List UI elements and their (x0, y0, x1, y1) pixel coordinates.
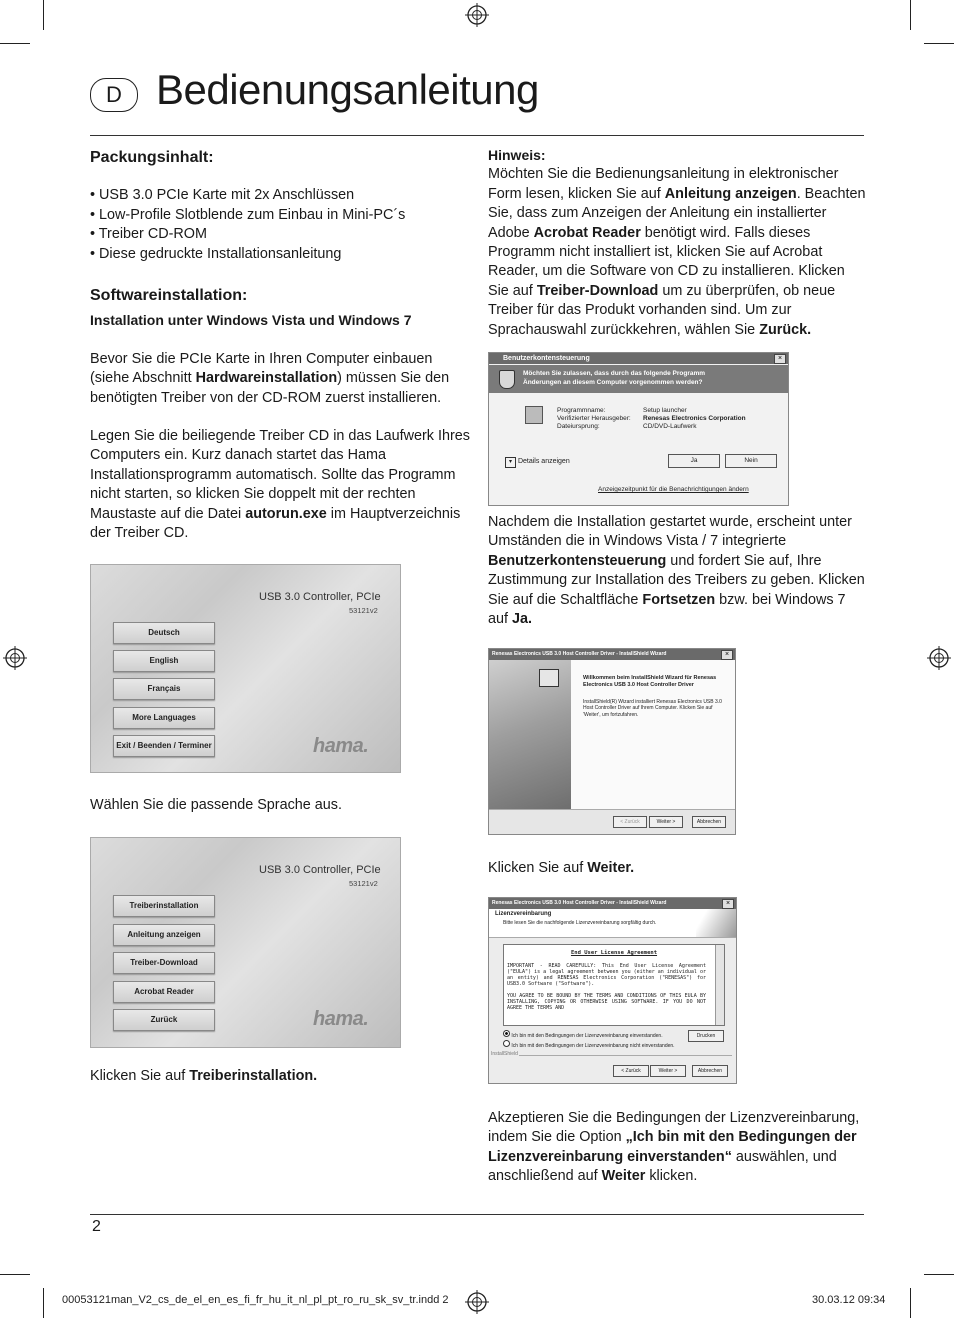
crop-mark (0, 43, 30, 44)
next-button[interactable]: Weiter > (649, 816, 683, 828)
software-heading: Softwareinstallation: (90, 287, 248, 305)
dialog-title: Renesas Electronics USB 3.0 Host Controller Driver - InstallShield Wizard (489, 649, 735, 660)
list-item: • USB 3.0 PCIe Karte mit 2x Anschlüssen (90, 187, 355, 204)
back-button[interactable]: Zurück (113, 1009, 215, 1031)
print-button[interactable]: Drucken (688, 1030, 724, 1042)
page-number: 2 (92, 1218, 101, 1235)
uac-question: Möchten Sie zulassen, dass durch das folgende Programm Änderungen an diesem Computer vorgenommen werden? (523, 370, 706, 386)
hint-heading: Hinweis: (488, 147, 546, 163)
list-item: • Low-Profile Slotblende zum Einbau in Mini-PC´s (90, 206, 406, 223)
language-badge: D (90, 78, 138, 112)
crop-mark (910, 0, 911, 30)
chevron-down-icon: ▾ (505, 457, 516, 468)
paragraph: Legen Sie die beiliegende Treiber CD in das Laufwerk Ihres Computers ein. Kurz danach startet das Hama Installationsprogramm automatisch. Sollte das Programm nicht starten, so klicken Sie doppelt mit der rechten Maustaste auf die Datei autorun.exe im Hauptverzeichnis der Treiber CD. (90, 428, 470, 542)
print-slug-filename: 00053121man_V2_cs_de_el_en_es_fi_fr_hu_it_nl_pl_pt_ro_ru_sk_sv_tr.indd 2 (62, 1294, 449, 1306)
license-subheading: Bitte lesen Sie die nachfolgende Lizenzvereinbarung sorgfältig durch. (503, 920, 657, 926)
list-item: • Diese gedruckte Installationsanleitung (90, 245, 342, 262)
list-item: • Treiber CD-ROM (90, 226, 207, 243)
registration-mark-icon (927, 646, 951, 670)
registration-mark-icon (465, 3, 489, 27)
installshield-welcome-dialog (488, 648, 736, 835)
wizard-body: InstallShield(R) Wizard installiert Renesas Electronics USB 3.0 Host Controller Driver auf Ihrem Computer. Klicken Sie auf 'Weiter', um fortzufahren. (583, 699, 722, 718)
caption: Wählen Sie die passende Sprache aus. (90, 797, 342, 813)
close-icon[interactable]: × (722, 899, 734, 909)
installshield-brand: InstallShield (491, 1051, 518, 1057)
dialog-title: Renesas Electronics USB 3.0 Host Controller Driver - InstallShield Wizard (489, 898, 736, 909)
close-icon[interactable]: × (721, 650, 733, 660)
no-button[interactable]: Nein (725, 454, 777, 468)
installer-menu-screenshot (90, 837, 401, 1048)
software-subheading: Installation unter Windows Vista und Windows 7 (90, 312, 412, 329)
left-column (90, 148, 470, 544)
radio-selected-icon (503, 1030, 510, 1037)
crop-mark (924, 43, 954, 44)
eula-textbox[interactable] (503, 944, 725, 1026)
caption: Klicken Sie auf Weiter. (488, 860, 635, 876)
driver-download-button[interactable]: Treiber-Download (113, 952, 215, 974)
close-icon[interactable]: × (774, 354, 786, 364)
print-slug-date: 30.03.12 09:34 (812, 1294, 886, 1306)
language-button-english[interactable]: English (113, 650, 215, 672)
uac-dialog (488, 352, 789, 506)
installer-language-screenshot (90, 564, 401, 773)
wizard-heading: Willkommen beim InstallShield Wizard für Renesas Electronics USB 3.0 Host Controller Driver (583, 675, 717, 688)
eula-title: End User License Agreement (570, 950, 658, 956)
details-toggle[interactable]: ▾ Details anzeigen (505, 457, 570, 468)
package-list (90, 186, 470, 264)
crop-mark (0, 1274, 30, 1275)
yes-button[interactable]: Ja (668, 454, 720, 468)
footer-rule (90, 1214, 864, 1215)
cancel-button[interactable]: Abbrechen (692, 816, 726, 828)
hint-block (488, 146, 866, 340)
product-code: 53121v2 (349, 879, 378, 888)
shield-icon (499, 370, 515, 389)
page-title: Bedienungsanleitung (156, 66, 539, 113)
crop-mark (910, 1288, 911, 1318)
product-name: USB 3.0 Controller, PCIe (259, 591, 381, 603)
header-graphic-icon (696, 909, 736, 937)
accept-radio[interactable]: Ich bin mit den Bedingungen der Lizenzvereinbarung einverstanden. (503, 1030, 663, 1039)
crop-mark (43, 1288, 44, 1318)
exit-button[interactable]: Exit / Beenden / Terminer (113, 735, 215, 757)
paragraph: Möchten Sie die Bedienungsanleitung in elektronischer Form lesen, klicken Sie auf Anleitung anzeigen. Beachten Sie, dass zum Anzeigen der Anleitung ein installierter Adobe Acrobat Reader benötigt wird. Falls dieses Programm nicht installiert ist, klicken Sie auf Acrobat Reader, um die Software von CD zu installieren. Klicken Sie auf Treiber-Download um zu überprüfen, ob neue Treiber für das Produkt vorhanden sind. Um zur Sprachauswahl zurückkehren, wählen Sie Zurück. (488, 166, 866, 338)
computer-icon (539, 669, 559, 687)
product-code: 53121v2 (349, 606, 378, 615)
language-button-francais[interactable]: Français (113, 678, 215, 700)
acrobat-reader-button[interactable]: Acrobat Reader (113, 981, 215, 1003)
decline-radio[interactable]: Ich bin mit den Bedingungen der Lizenzvereinbarung nicht einverstanden. (503, 1040, 675, 1049)
registration-mark-icon (465, 1290, 489, 1314)
license-heading: Lizenzvereinbarung (495, 911, 552, 917)
paragraph: Nachdem die Installation gestartet wurde, erscheint unter Umständen die in Windows Vista / 7 integrierte Benutzerkontensteuerung und fordert Sie auf, Ihre Zustimmung zur Installation des Treibers zu geben. Klicken Sie auf die Schaltfläche Fortsetzen bzw. bei Windows 7 auf Ja. (488, 514, 865, 628)
footer-divider (519, 1055, 732, 1056)
hama-logo: hama. (313, 1008, 369, 1030)
paragraph: Akzeptieren Sie die Bedingungen der Lizenzvereinbarung, indem Sie die Option „Ich bin mit den Bedingungen der Lizenzvereinbarung einverstanden“ auswählen, und anschließend auf Weiter klicken. (488, 1110, 860, 1185)
next-button[interactable]: Weiter > (650, 1065, 686, 1077)
show-manual-button[interactable]: Anleitung anzeigen (113, 924, 215, 946)
back-button[interactable]: < Zurück (613, 1065, 649, 1077)
hama-logo: hama. (313, 735, 369, 757)
radio-empty-icon (503, 1040, 510, 1047)
more-languages-button[interactable]: More Languages (113, 707, 215, 729)
back-button[interactable]: < Zurück (613, 816, 647, 828)
scrollbar[interactable] (715, 945, 724, 1025)
product-name: USB 3.0 Controller, PCIe (259, 864, 381, 876)
header-rule (90, 135, 864, 136)
driver-install-button[interactable]: Treiberinstallation (113, 895, 215, 917)
program-info: Programmname: Setup launcher Verifizierter Herausgeber: Renesas Electronics Corporation Dateiursprung: CD/DVD-Laufwerk (557, 407, 746, 430)
paragraph: Bevor Sie die PCIe Karte in Ihren Computer einbauen (siehe Abschnitt Hardwareinstallation) müssen Sie den benötigten Treiber von der CD-ROM zuerst installieren. (90, 350, 450, 406)
language-button-deutsch[interactable]: Deutsch (113, 622, 215, 644)
cancel-button[interactable]: Abbrechen (692, 1065, 728, 1077)
registration-mark-icon (3, 646, 27, 670)
program-icon (525, 406, 543, 424)
notification-settings-link[interactable]: Anzeigezeitpunkt für die Benachrichtigungen ändern (598, 486, 749, 493)
dialog-title: Benutzerkontensteuerung (489, 353, 788, 364)
eula-paragraph: IMPORTANT - READ CAREFULLY: This End User License Agreement ("EULA") is a legal agreement between you (either an individual or an entity) and RENESAS Electronics Corporation ("RENESAS") for USB3.0 Software ("Software"). (507, 963, 706, 987)
caption: Klicken Sie auf Treiberinstallation. (90, 1068, 318, 1084)
license-agreement-dialog (488, 897, 737, 1084)
eula-paragraph: YOU AGREE TO BE BOUND BY THE TERMS AND CONDITIONS OF THIS EULA BY INSTALLING, COPYING OR OTHERWISE USING SOFTWARE. IF YOU DO NOT AGREE THE TERMS AND (507, 993, 706, 1011)
package-heading: Packungsinhalt: (90, 149, 214, 166)
crop-mark (43, 0, 44, 30)
crop-mark (924, 1274, 954, 1275)
